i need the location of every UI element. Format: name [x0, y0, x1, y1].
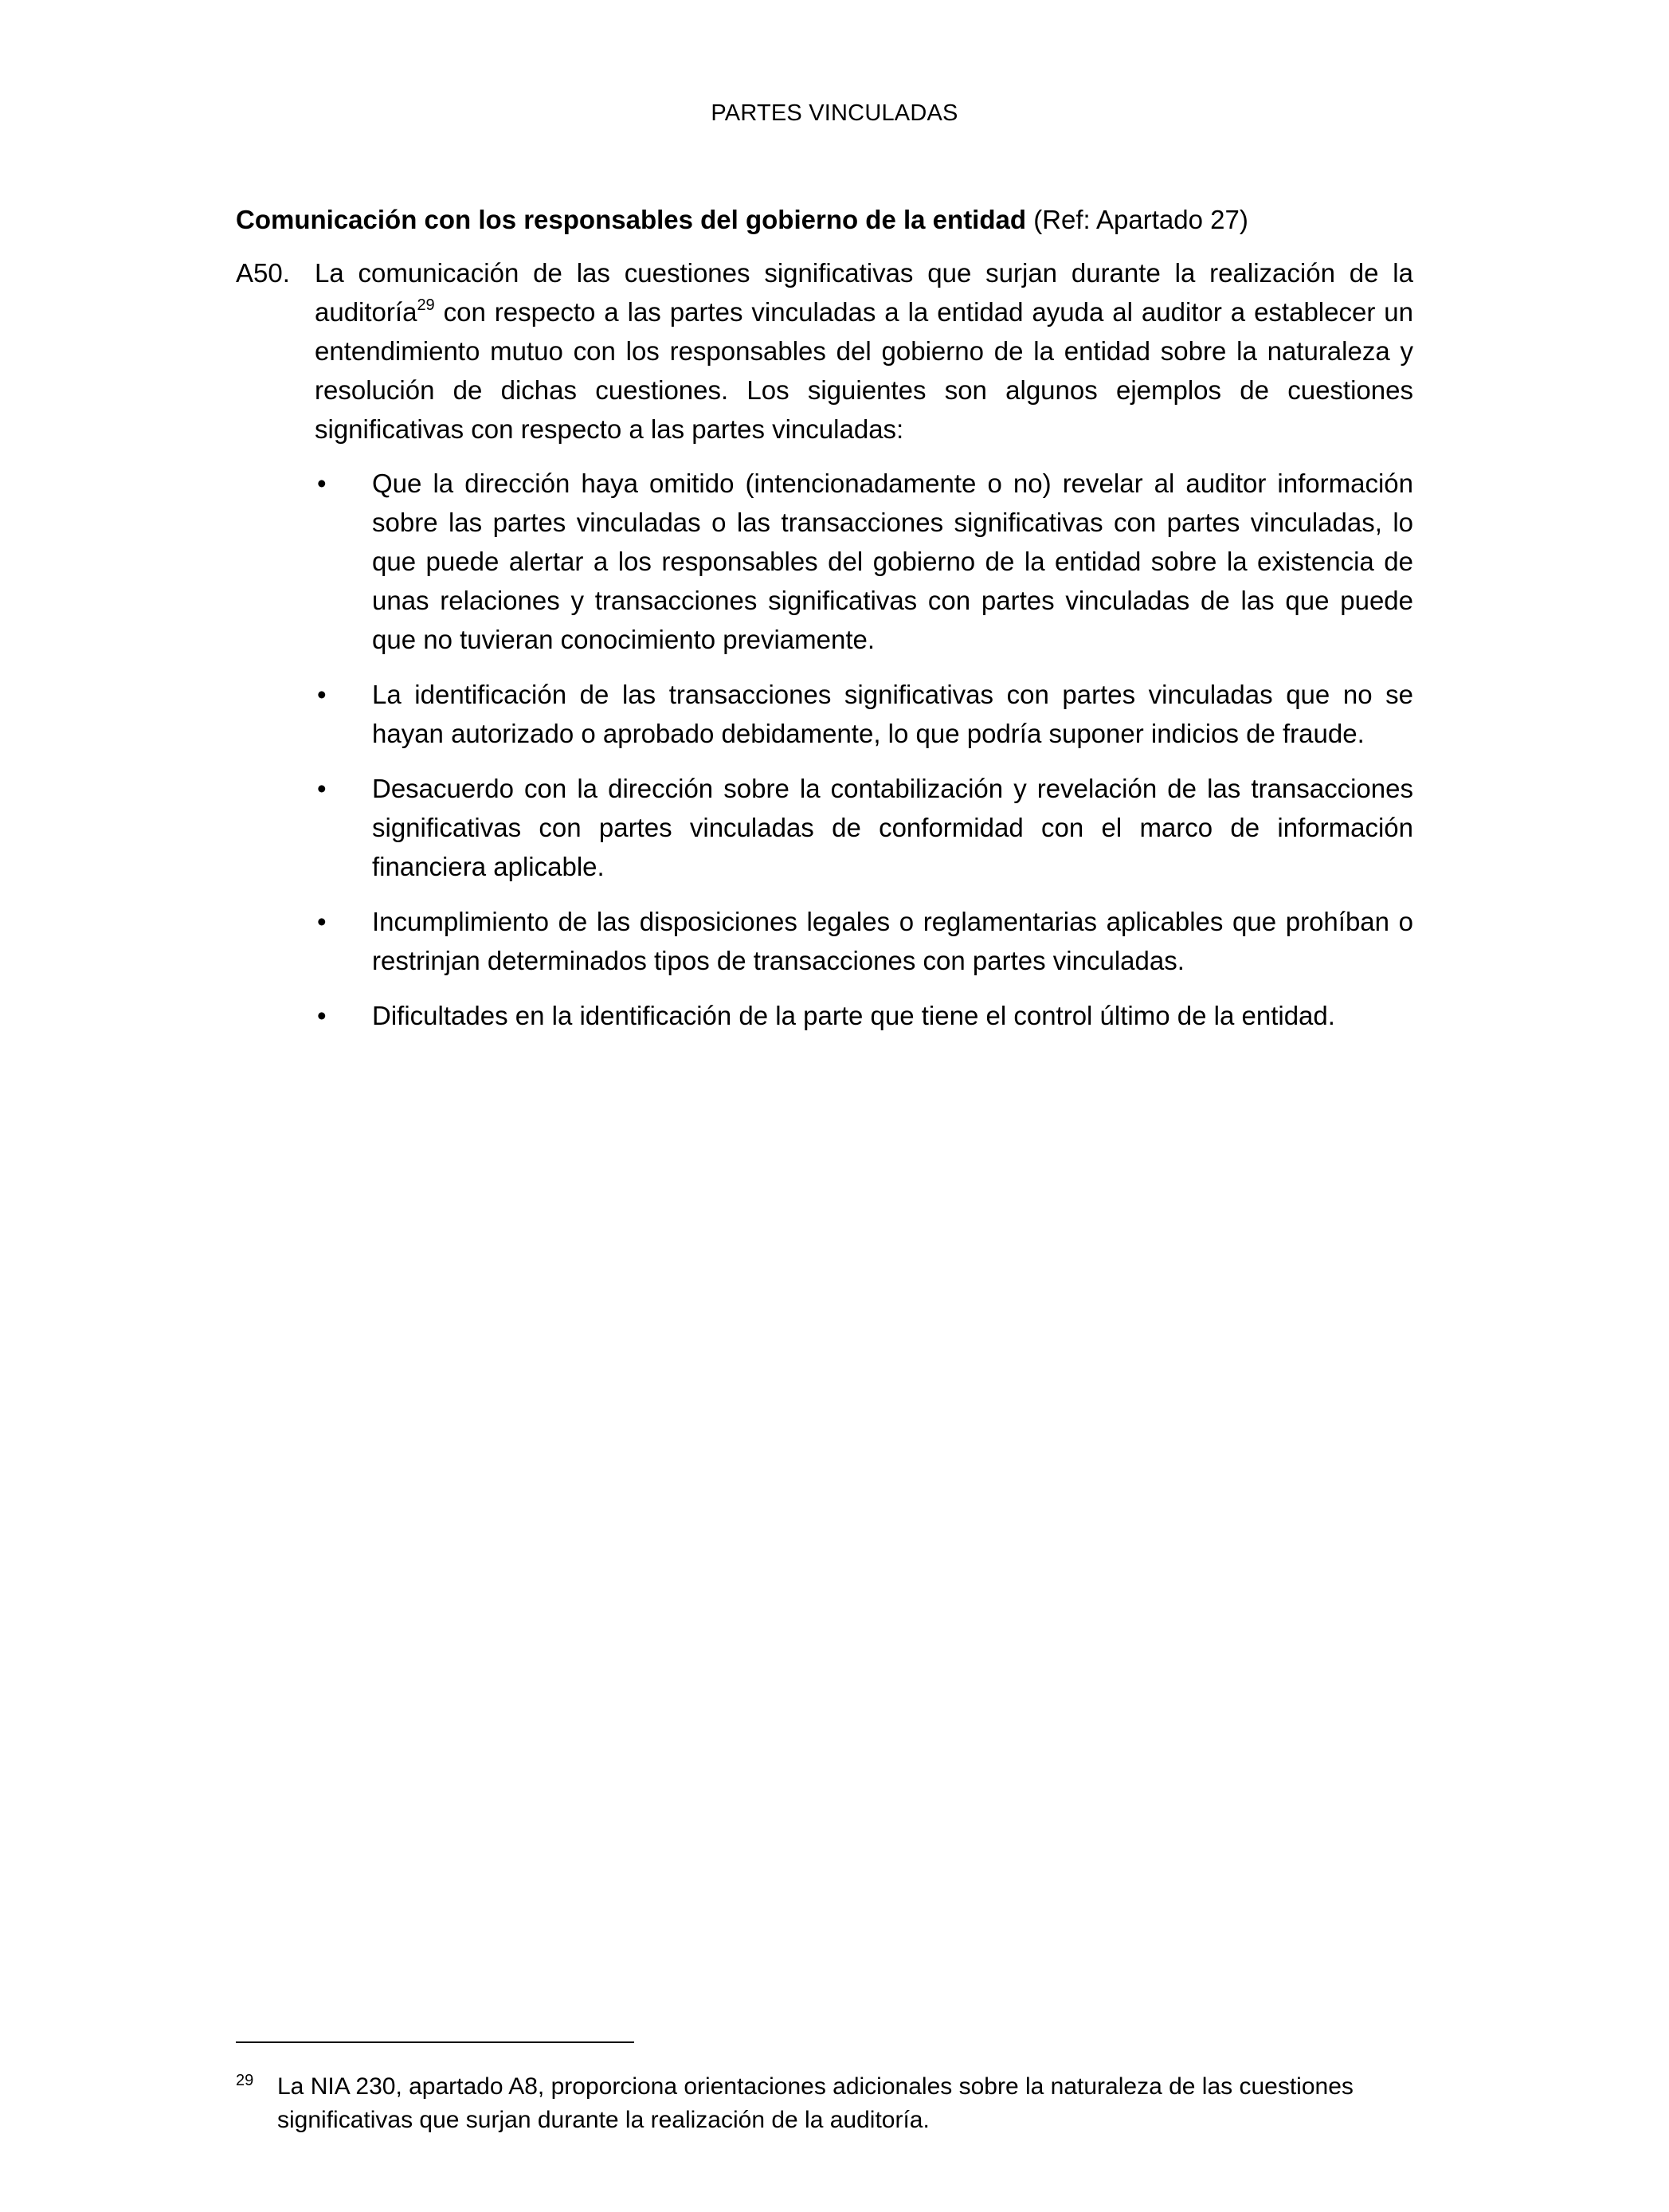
bullet-item — [236, 996, 1413, 1035]
bullet-icon: • — [317, 680, 327, 709]
paragraph-a50 — [236, 253, 1413, 1051]
section-heading — [236, 202, 1415, 237]
bullet-item — [236, 769, 1413, 886]
bullet-icon: • — [317, 907, 327, 936]
bullet-text: Que la dirección haya omitido (intencionadamente o no) revelar al auditor información sobre las partes vinculadas o las transacciones significativas con partes vinculadas, lo que puede alertar a los responsables del gobierno de la entidad sobre la existencia de unas relaciones y transacciones significativas con partes vinculadas de las que puede que no tuvieran conocimiento previamente. — [372, 469, 1413, 654]
bullet-icon: • — [317, 774, 327, 803]
bullet-text: La identificación de las transacciones significativas con partes vinculadas que no se hayan autorizado o aprobado debidamente, lo que podría suponer indicios de fraude. — [372, 680, 1413, 748]
footnote — [236, 2070, 1413, 2137]
footnote-reference[interactable]: 29 — [417, 296, 435, 314]
bullet-text: Incumplimiento de las disposiciones legales o reglamentarias aplicables que prohíban o restrinjan determinados tipos de transacciones con partes vinculadas. — [372, 907, 1413, 975]
bullet-text: Dificultades en la identificación de la parte que tiene el control último de la entidad. — [372, 1001, 1335, 1030]
bullet-text: Desacuerdo con la dirección sobre la contabilización y revelación de las transacciones significativas con partes vinculadas de conformidad con el marco de información financiera aplicable. — [372, 774, 1413, 881]
bullet-list — [236, 464, 1413, 1035]
bullet-item — [236, 675, 1413, 753]
footnote-text: La NIA 230, apartado A8, proporciona orientaciones adicionales sobre la naturaleza de las cuestiones significativas que surjan durante la realización de la auditoría. — [277, 2073, 1354, 2133]
footnote-number: 29 — [236, 2072, 254, 2089]
bullet-icon: • — [317, 469, 327, 498]
section-heading-reference: (Ref: Apartado 27) — [1033, 205, 1248, 234]
bullet-icon: • — [317, 1001, 327, 1030]
bullet-item — [236, 464, 1413, 659]
footnote-separator — [236, 2041, 634, 2043]
bullet-item — [236, 902, 1413, 980]
paragraph-text-start: La comunicación de las cuestiones significativas que surjan durante la realización de la auditoría — [315, 258, 1413, 327]
paragraph-body — [315, 253, 1413, 449]
paragraph-number: A50. — [236, 258, 290, 288]
section-heading-title: Comunicación con los responsables del gobierno de la entidad — [236, 205, 1027, 234]
paragraph-text-end: con respecto a las partes vinculadas a la entidad ayuda al auditor a establecer un entendimiento mutuo con los responsables del gobierno de la entidad sobre la naturaleza y resolución de dichas cuestiones. Los siguientes son algunos ejemplos de cuestiones significativas con respecto a las partes vinculadas: — [315, 297, 1413, 444]
page-header: PARTES VINCULADAS — [711, 100, 958, 126]
